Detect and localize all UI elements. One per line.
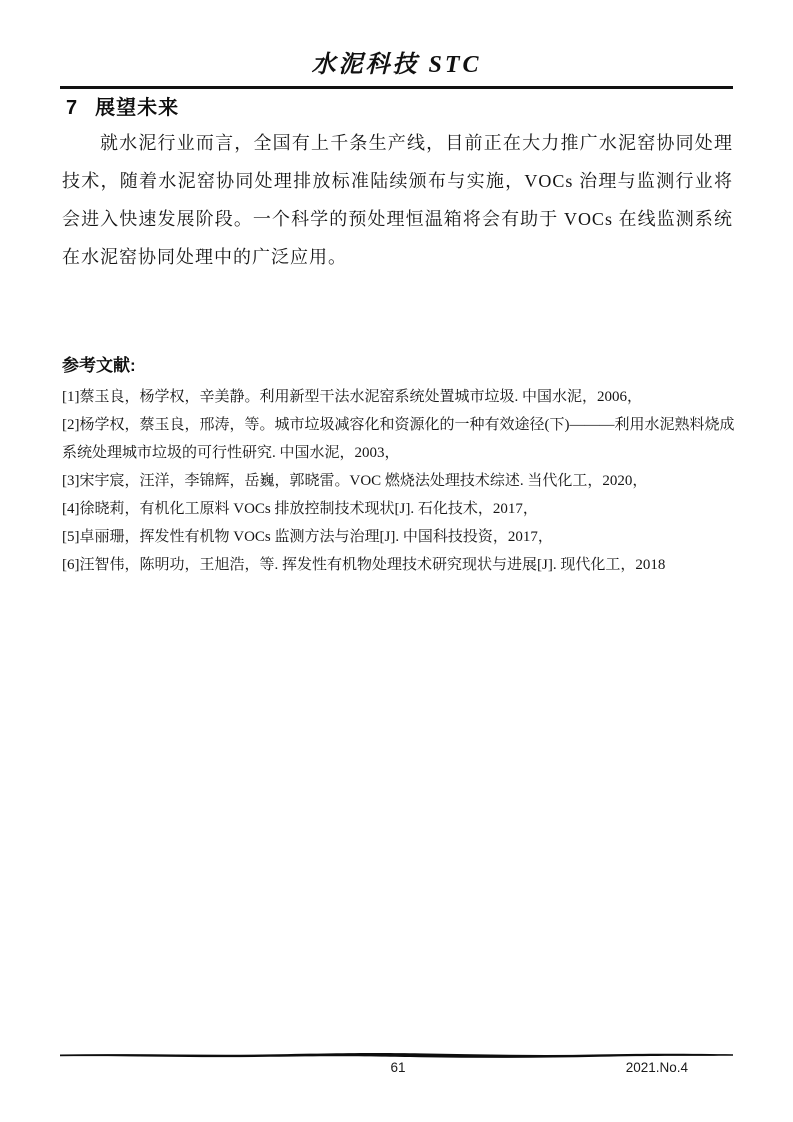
reference-item-5: [5]卓丽珊，挥发性有机物 VOCs 监测方法与治理[J]. 中国科技投资，2017， [62, 529, 553, 545]
header-rule [60, 86, 733, 89]
section-heading [66, 91, 179, 120]
reference-item-3: [3]宋宇宸，汪洋，李锦辉，岳巍，郭晓雷。VOC 燃烧法处理技术综述. 当代化工，2020， [62, 473, 648, 489]
footer [62, 1060, 734, 1080]
reference-item-2: [2]杨学权，蔡玉良，邢涛，等。城市垃圾减容化和资源化的一种有效途径(下)———利用水泥熟料烧成系统处理城市垃圾的可行性研究. 中国水泥，2003， [62, 417, 735, 461]
reference-item-1: [1]蔡玉良，杨学权，辛美静。利用新型干法水泥窑系统处置城市垃圾. 中国水泥，2006， [62, 389, 642, 405]
section-title: 展望未来 [95, 97, 180, 119]
footer-rule [60, 1051, 733, 1059]
issue-label: 2021.No.4 [625, 1060, 688, 1075]
reference-item-4: [4]徐晓莉，有机化工原料 VOCs 排放控制技术现状[J]. 石化技术，2017， [62, 501, 538, 517]
body-paragraph: 就水泥行业而言，全国有上千条生产线，目前正在大力推广水泥窑协同处理技术，随着水泥窑协同处理排放标准陆续颁布与实施，VOCs 治理与监测行业将会进入快速发展阶段。一个科学的预处理恒温箱将会有助于 VOCs 在线监测系统在水泥窑协同处理中的广泛应用。 [62, 133, 733, 267]
section-number: 7 [66, 97, 78, 119]
reference-item-6: [6]汪智伟，陈明功，王旭浩，等. 挥发性有机物处理技术研究现状与进展[J]. 现代化工，2018 [62, 557, 666, 573]
references-heading: 参考文献: [62, 356, 136, 375]
page-number: 61 [390, 1060, 406, 1075]
journal-title: 水泥科技 STC [311, 52, 482, 78]
references-section [62, 351, 735, 579]
